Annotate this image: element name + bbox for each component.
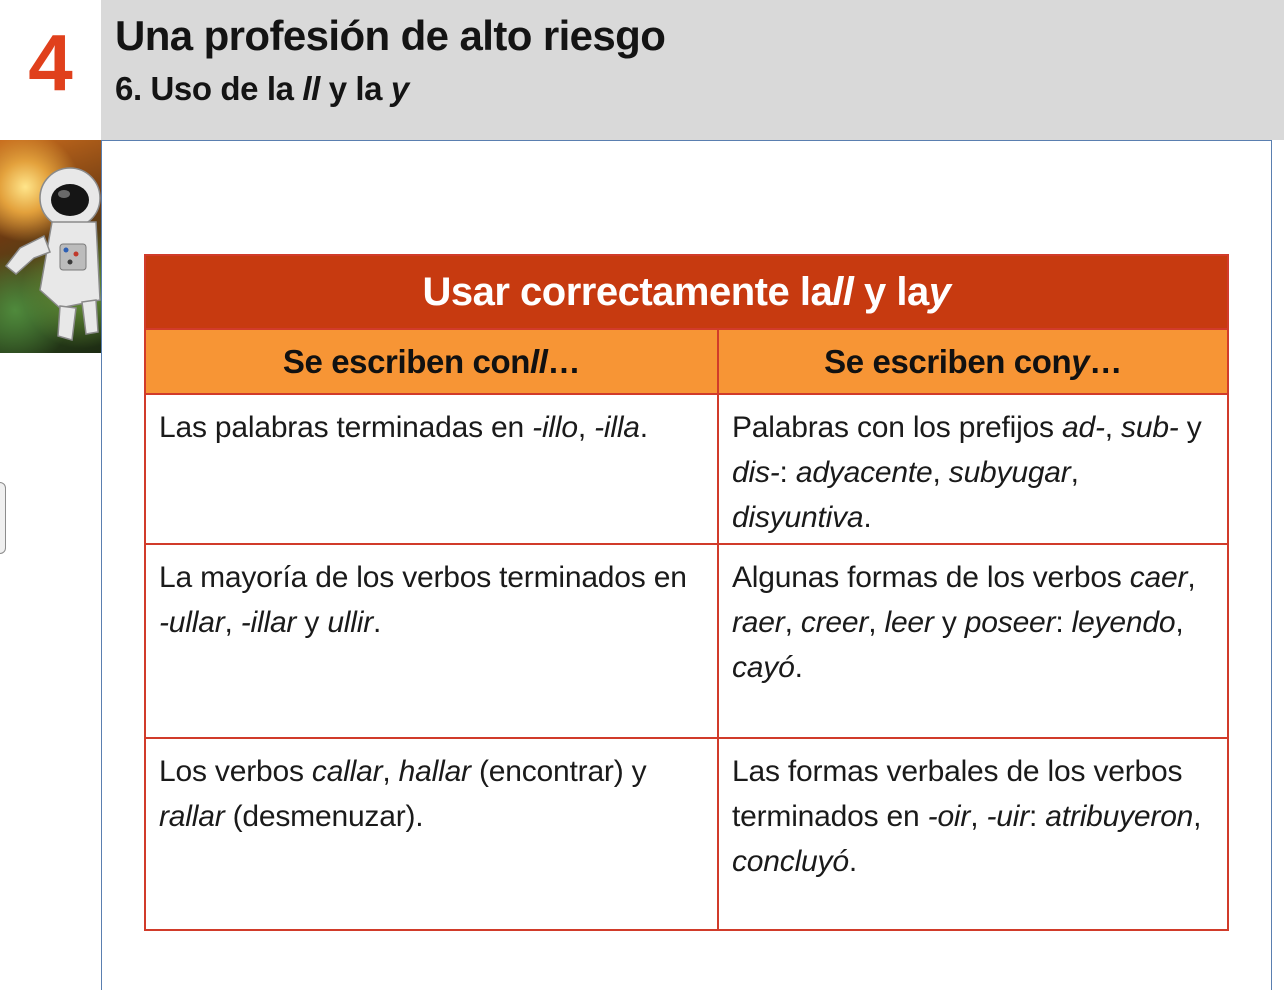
cell-italic-term: rallar xyxy=(159,800,225,833)
cell-italic-term: caer xyxy=(1129,561,1188,594)
subtitle-y: y xyxy=(390,70,409,107)
subtitle-text-1: 6. Uso de la xyxy=(115,70,303,107)
cell-italic-term: ullir xyxy=(327,606,373,639)
cell-italic-term: dis- xyxy=(732,456,780,489)
cell-y-rule xyxy=(719,545,1227,737)
cell-italic-term: atribuyeron xyxy=(1045,800,1194,833)
cell-y-rule xyxy=(719,739,1227,929)
cell-text: Algunas formas de los verbos xyxy=(732,561,1130,594)
cell-italic-term: cayó xyxy=(732,651,795,684)
unit-number: 4 xyxy=(28,18,73,107)
cell-italic-term: leyendo xyxy=(1071,606,1176,639)
column-header-ll-letters: ll xyxy=(529,342,548,380)
cell-text: , xyxy=(932,456,949,489)
cell-italic-term: poseer xyxy=(964,606,1056,639)
cell-text: , xyxy=(784,606,801,639)
cell-italic-term: -illo xyxy=(532,411,578,444)
cell-text: , xyxy=(382,755,399,788)
column-header-y-letter: y xyxy=(1071,342,1090,380)
cell-text: . xyxy=(848,845,857,878)
table-title xyxy=(146,256,1227,330)
cell-text: , xyxy=(970,800,987,833)
cell-italic-term: concluyó xyxy=(732,845,849,878)
cell-text: , xyxy=(1070,456,1079,489)
table-title-ll: ll xyxy=(832,269,854,314)
table-row xyxy=(146,739,1227,929)
cell-italic-term: disyuntiva xyxy=(732,501,864,534)
subtitle-text-2: y la xyxy=(319,70,391,107)
cell-italic-term: subyugar xyxy=(948,456,1071,489)
cell-text: Las palabras terminadas en xyxy=(159,411,533,444)
cell-italic-term: -illar xyxy=(240,606,297,639)
column-header-ll-text: Se escriben con xyxy=(282,342,530,380)
table-title-text-1: Usar correctamente la xyxy=(422,269,833,314)
cell-text: La mayoría de los verbos terminados en xyxy=(159,561,687,594)
subtitle-ll: ll xyxy=(302,70,320,107)
cell-text: (encontrar) y xyxy=(470,755,647,788)
cell-italic-term: hallar xyxy=(398,755,471,788)
cell-text: , xyxy=(1175,606,1184,639)
cell-text: , xyxy=(224,606,241,639)
cell-italic-term: adyacente xyxy=(795,456,933,489)
cell-text: , xyxy=(868,606,885,639)
cell-ll-rule xyxy=(146,545,719,737)
cell-text: : xyxy=(1055,606,1072,639)
page-title: Una profesión de alto riesgo xyxy=(115,12,666,59)
cell-text: y xyxy=(296,606,328,639)
cell-text: y xyxy=(933,606,965,639)
rules-table xyxy=(144,254,1229,931)
table-header-row xyxy=(146,330,1227,395)
cell-italic-term: -ullar xyxy=(159,606,225,639)
cell-text: : xyxy=(779,456,796,489)
astronaut-photo xyxy=(0,140,101,353)
column-header-ll-ellipsis: … xyxy=(547,342,581,380)
column-header-ll xyxy=(146,330,719,393)
cell-text: , xyxy=(1193,800,1202,833)
cell-text: y xyxy=(1178,411,1202,444)
cell-ll-rule xyxy=(146,395,719,543)
cell-italic-term: leer xyxy=(884,606,934,639)
table-row xyxy=(146,395,1227,545)
table-title-text-2: y la xyxy=(864,269,929,314)
cell-italic-term: -uir xyxy=(986,800,1029,833)
cell-text: . xyxy=(863,501,872,534)
column-header-y xyxy=(719,330,1227,393)
side-tab-handle[interactable] xyxy=(0,482,6,554)
cell-y-rule xyxy=(719,395,1227,543)
cell-text: (desmenuzar). xyxy=(224,800,424,833)
cell-text: : xyxy=(1029,800,1046,833)
table-row xyxy=(146,545,1227,739)
table-title-y: y xyxy=(928,269,951,314)
cell-text: , xyxy=(1104,411,1122,444)
column-header-y-ellipsis: … xyxy=(1089,342,1122,380)
cell-italic-term: callar xyxy=(311,755,383,788)
cell-italic-term: raer xyxy=(732,606,785,639)
column-header-y-text: Se escriben con xyxy=(824,342,1072,380)
cell-italic-term: creer xyxy=(800,606,869,639)
cell-italic-term: -oir xyxy=(927,800,971,833)
cell-ll-rule xyxy=(146,739,719,929)
cell-text: Palabras con los prefijos xyxy=(732,411,1062,444)
cell-text: . xyxy=(372,606,382,639)
cell-text: , xyxy=(1187,561,1196,594)
cell-text: . xyxy=(794,651,803,684)
cell-italic-term: sub- xyxy=(1121,411,1179,444)
cell-text: , xyxy=(577,411,595,444)
cell-text: Las formas verbales de los verbos terminados en xyxy=(732,755,1183,833)
cell-text: . xyxy=(639,411,648,444)
cell-italic-term: ad- xyxy=(1061,411,1105,444)
cell-italic-term: -illa xyxy=(594,411,640,444)
page-subtitle xyxy=(115,70,409,108)
astronaut-illustration xyxy=(0,140,101,353)
cell-text: Los verbos xyxy=(159,755,312,788)
